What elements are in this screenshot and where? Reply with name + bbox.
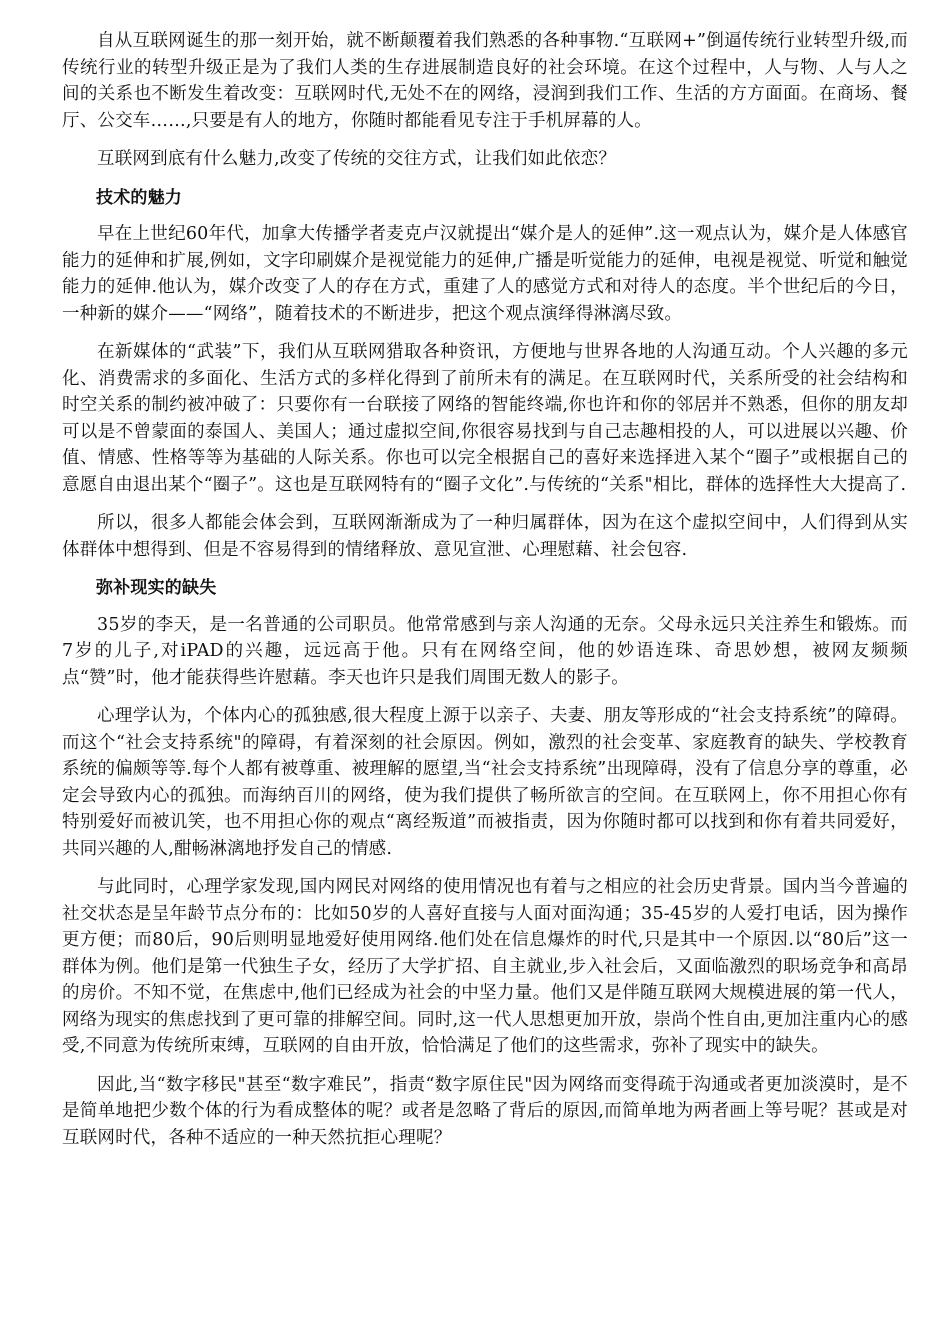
document-page	[62, 28, 908, 1163]
paragraph: 在新媒体的“武装”下，我们从互联网猎取各种资讯，方便地与世界各地的人沟通互动。个人兴趣的多元化、消费需求的多面化、生活方式的多样化得到了前所未有的满足。在互联网时代，关系所受的社会结构和时空关系的制约被冲破了：只要你有一台联接了网络的智能终端,你也许和你的邻居并不熟悉，但你的朋友却可以是不曾蒙面的泰国人、美国人；通过虚拟空间,你很容易找到与自己志趣相投的人，可以进展以兴趣、价值、情感、性格等等为基础的人际关系。你也可以完全根据自己的喜好来选择进入某个“圈子”或根据自己的意愿自由退出某个“圈子”。这也是互联网特有的“圈子文化”.与传统的“关系"相比，群体的选择性大大提高了.	[62, 342, 908, 495]
paragraph: 35岁的李天，是一名普通的公司职员。他常常感到与亲人沟通的无奈。父母永远只关注养生和锻炼。而7岁的儿子,对iPAD的兴趣，远远高于他。只有在网络空间，他的妙语连珠、奇思妙想，被网友频频点“赞”时，他才能获得些许慰藉。李天也许只是我们周围无数人的影子。	[62, 614, 908, 688]
section-heading: 弥补现实的缺失	[96, 578, 217, 598]
paragraph: 与此同时，心理学家发现,国内网民对网络的使用情况也有着与之相应的社会历史背景。国内当今普遍的社交状态是呈年龄节点分布的：比如50岁的人喜好直接与人面对面沟通；35-45岁的人爱打电话，因为操作更方便；而80后，90后则明显地爱好使用网络.他们处在信息爆炸的时代,只是其中一个原因.以“80后”这一群体为例。他们是第一代独生子女，经历了大学扩招、自主就业,步入社会后，又面临激烈的职场竞争和高昂的房价。不知不觉，在焦虑中,他们已经成为社会的中坚力量。他们又是伴随互联网大规模进展的第一代人，网络为现实的焦虑找到了更可靠的排解空间。同时,这一代人思想更加开放，崇尚个性自由,更加注重内心的感受,不同意为传统所束缚，互联网的自由开放，恰恰满足了他们的这些需求，弥补了现实中的缺失。	[62, 877, 908, 1056]
paragraph: 自从互联网诞生的那一刻开始，就不断颠覆着我们熟悉的各种事物.“互联网+”倒逼传统行业转型升级,而传统行业的转型升级正是为了我们人类的生存进展制造良好的社会环境。在这个过程中，人与物、人与人之间的关系也不断发生着改变：互联网时代,无处不在的网络，浸润到我们工作、生活的方方面面。在商场、餐厅、公交车……,只要是有人的地方，你随时都能看见专注于手机屏幕的人。	[62, 31, 908, 131]
paragraph: 因此,当“数字移民"甚至“数字难民”，指责“数字原住民"因为网络而变得疏于沟通或者更加淡漠时，是不是简单地把少数个体的行为看成整体的呢？或者是忽略了背后的原因,而简单地为两者画上等号呢？甚或是对互联网时代，各种不适应的一种天然抗拒心理呢？	[62, 1074, 908, 1148]
section-heading: 技术的魅力	[96, 187, 182, 208]
paragraph: 早在上世纪60年代，加拿大传播学者麦克卢汉就提出“媒介是人的延伸”.这一观点认为，媒介是人体感官能力的延伸和扩展,例如，文字印刷媒介是视觉能力的延伸,广播是听觉能力的延伸，电视是视觉、听觉和触觉能力的延伸.他认为，媒介改变了人的存在方式，重建了人的感觉方式和对待人的态度。半个世纪后的今日，一种新的媒介——“网络”，随着技术的不断进步，把这个观点演绎得淋漓尽致。	[62, 224, 908, 324]
paragraph: 互联网到底有什么魅力,改变了传统的交往方式，让我们如此依恋？	[97, 149, 617, 169]
paragraph: 心理学认为，个体内心的孤独感,很大程度上源于以亲子、夫妻、朋友等形成的“社会支持系统”的障碍。而这个“社会支持系统"的障碍，有着深刻的社会原因。例如，激烈的社会变革、家庭教育的缺失、学校教育系统的偏颇等等.每个人都有被尊重、被理解的愿望,当“社会支持系统”出现障碍，没有了信息分享的尊重，必定会导致内心的孤独。而海纳百川的网络，使为我们提供了畅所欲言的空间。在互联网上，你不用担心你有特别爱好而被讥笑，也不用担心你的观点“离经叛道”而被指责，因为你随时都可以找到和你有着共同爱好，共同兴趣的人,酣畅淋漓地抒发自己的情感.	[62, 706, 908, 859]
paragraph: 所以，很多人都能会体会到，互联网渐渐成为了一种归属群体，因为在这个虚拟空间中，人们得到从实体群体中想得到、但是不容易得到的情绪释放、意见宣泄、心理慰藉、社会包容.	[62, 513, 908, 560]
